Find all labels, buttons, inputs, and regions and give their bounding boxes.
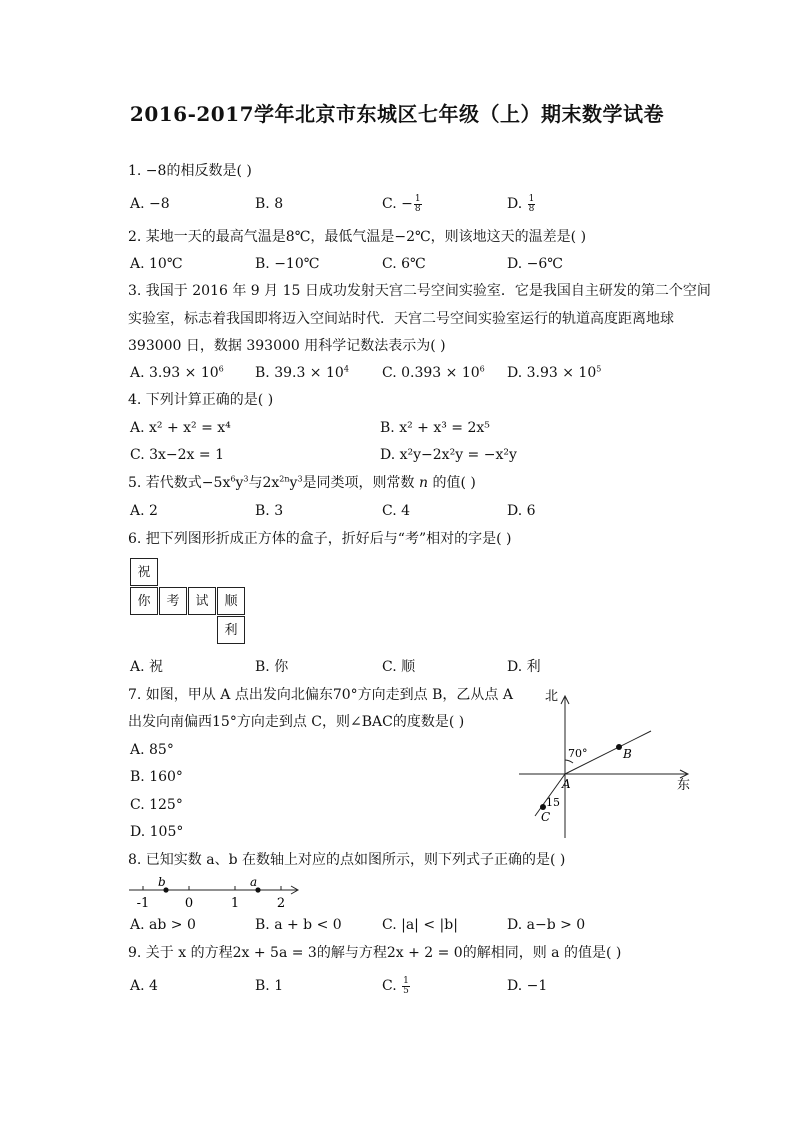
q1-option-c: C. − $\frac{1}{8}$ [382, 193, 421, 214]
q4-options-row2 [130, 444, 690, 466]
q4-option-c: C. 3x−2x = 1 [130, 447, 224, 463]
q9-option-a: A. 4 [130, 978, 158, 994]
q6-option-c: C. 顺 [382, 659, 416, 675]
q2-options [130, 253, 690, 275]
q6-option-a: A. 祝 [130, 659, 164, 675]
q2-option-a: A. 10℃ [130, 256, 183, 272]
number-line-tick-label: 2 [276, 896, 286, 910]
cube-cell-6: 利 [217, 616, 245, 644]
q8-stem: 8. 已知实数 a、b 在数轴上对应的点如图所示，则下列式子正确的是( ) [128, 852, 566, 868]
q3-options [130, 362, 690, 384]
cube-cell-2: 你 [130, 587, 158, 615]
q5-option-a: A. 2 [130, 503, 158, 519]
point-b-label: B [623, 747, 632, 761]
q7-option-b: B. 160° [130, 769, 183, 785]
q3-option-a: A. $3.93 \times 10^6$ [130, 364, 224, 381]
q6-stem: 6. 把下列图形折成正方体的盒子，折好后与“考”相对的字是( ) [128, 531, 512, 547]
q2-stem: 2. 某地一天的最高气温是8℃，最低气温是−2℃，则该地这天的温差是( ) [128, 229, 587, 245]
q3-option-b: B. $39.3 \times 10^4$ [255, 364, 349, 381]
q3-line-2: 实验室，标志着我国即将迈入空间站时代．天宫二号空间实验室运行的轨道高度距离地球 [128, 311, 674, 327]
q7-line-1: 7. 如图，甲从 A 点出发向北偏东70°方向走到点 B，乙从点 A [128, 687, 513, 703]
q7-line-2: 出发向南偏西15°方向走到点 C，则∠BAC的度数是( ) [128, 714, 465, 730]
q8-option-a: A. ab > 0 [130, 917, 196, 933]
q7-option-a: A. 85° [130, 742, 174, 758]
north-label: 北 [545, 689, 559, 704]
q1-option-b: B. 8 [255, 196, 284, 212]
q7-option-d: D. 105° [130, 824, 184, 840]
cube-net [130, 558, 248, 648]
q9-option-c: C. $\frac{1}{5}$ [382, 975, 409, 996]
q9-stem: 9. 关于 x 的方程2x + 5a = 3的解与方程2x + 2 = 0的解相同，则 a 的值是( ) [128, 945, 622, 961]
direction-figure [505, 686, 705, 841]
angle-arc-70 [565, 760, 573, 763]
q5-option-b: B. 3 [255, 503, 284, 519]
q1-options [130, 193, 690, 215]
q4-options-row1 [130, 417, 690, 439]
angle-70-label: 70° [568, 747, 588, 760]
q5-stem: 5. 若代数式$-5x^6y^3$与$2x^{2n}y^3$是同类项，则常数 n 的值( ) [128, 474, 476, 491]
q6-option-d: D. 利 [507, 659, 541, 675]
point-c-label: C [541, 810, 551, 824]
q1-stem: 1. −8的相反数是( ) [128, 163, 252, 179]
cube-cell-1: 祝 [130, 558, 158, 586]
q1-option-d: D. $\frac{1}{8}$ [507, 193, 535, 214]
number-line [125, 872, 305, 910]
number-line-tick-label: 1 [230, 896, 240, 910]
q3-line-1: 3. 我国于 2016 年 9 月 15 日成功发射天宫二号空间实验室．它是我国自主研发的第二个空间 [128, 283, 711, 299]
q8-option-d: D. a−b > 0 [507, 917, 586, 933]
q9-option-b: B. 1 [255, 978, 284, 994]
q1-option-a: A. −8 [130, 196, 170, 212]
q5-option-c: C. 4 [382, 503, 411, 519]
q8-option-b: B. a + b < 0 [255, 917, 342, 933]
point-b [616, 744, 622, 750]
q6-option-b: B. 你 [255, 659, 289, 675]
q5-option-d: D. 6 [507, 503, 536, 519]
cube-cell-3: 考 [159, 587, 187, 615]
cube-cell-4: 试 [188, 587, 216, 615]
q2-option-b: B. −10℃ [255, 256, 320, 272]
number-line-tick-label: -1 [136, 896, 150, 910]
point-a-text: a [250, 875, 258, 889]
q4-option-b: B. x² + x³ = 2x⁵ [380, 420, 490, 436]
q2-option-d: D. −6℃ [507, 256, 563, 272]
q9-options [130, 975, 690, 997]
q8-option-c: C. |a| < |b| [382, 917, 458, 933]
q5-options [130, 500, 690, 522]
q2-option-c: C. 6℃ [382, 256, 426, 272]
q3-option-c: C. $0.393 \times 10^6$ [382, 364, 485, 381]
point-b-text: b [158, 875, 166, 889]
number-line-tick-label: 0 [184, 896, 194, 910]
q7-option-c: C. 125° [130, 797, 183, 813]
point-a-label: A [562, 777, 571, 791]
q3-option-d: D. $3.93 \times 10^5$ [507, 364, 602, 381]
q4-stem: 4. 下列计算正确的是( ) [128, 392, 274, 408]
q8-options [130, 914, 690, 936]
page-title: 2016-2017学年北京市东城区七年级（上）期末数学试卷 [129, 102, 665, 126]
east-label: 东 [677, 778, 691, 793]
q4-option-d: D. x²y−2x²y = −x²y [380, 447, 517, 463]
q9-option-d: D. −1 [507, 978, 548, 994]
cube-cell-5: 顺 [217, 587, 245, 615]
angle-15-label: 15 [546, 796, 560, 809]
q4-option-a: A. x² + x² = x⁴ [130, 420, 231, 436]
q6-options [130, 656, 690, 678]
q3-line-3: 393000 日，数据 393000 用科学记数法表示为( ) [128, 338, 446, 354]
